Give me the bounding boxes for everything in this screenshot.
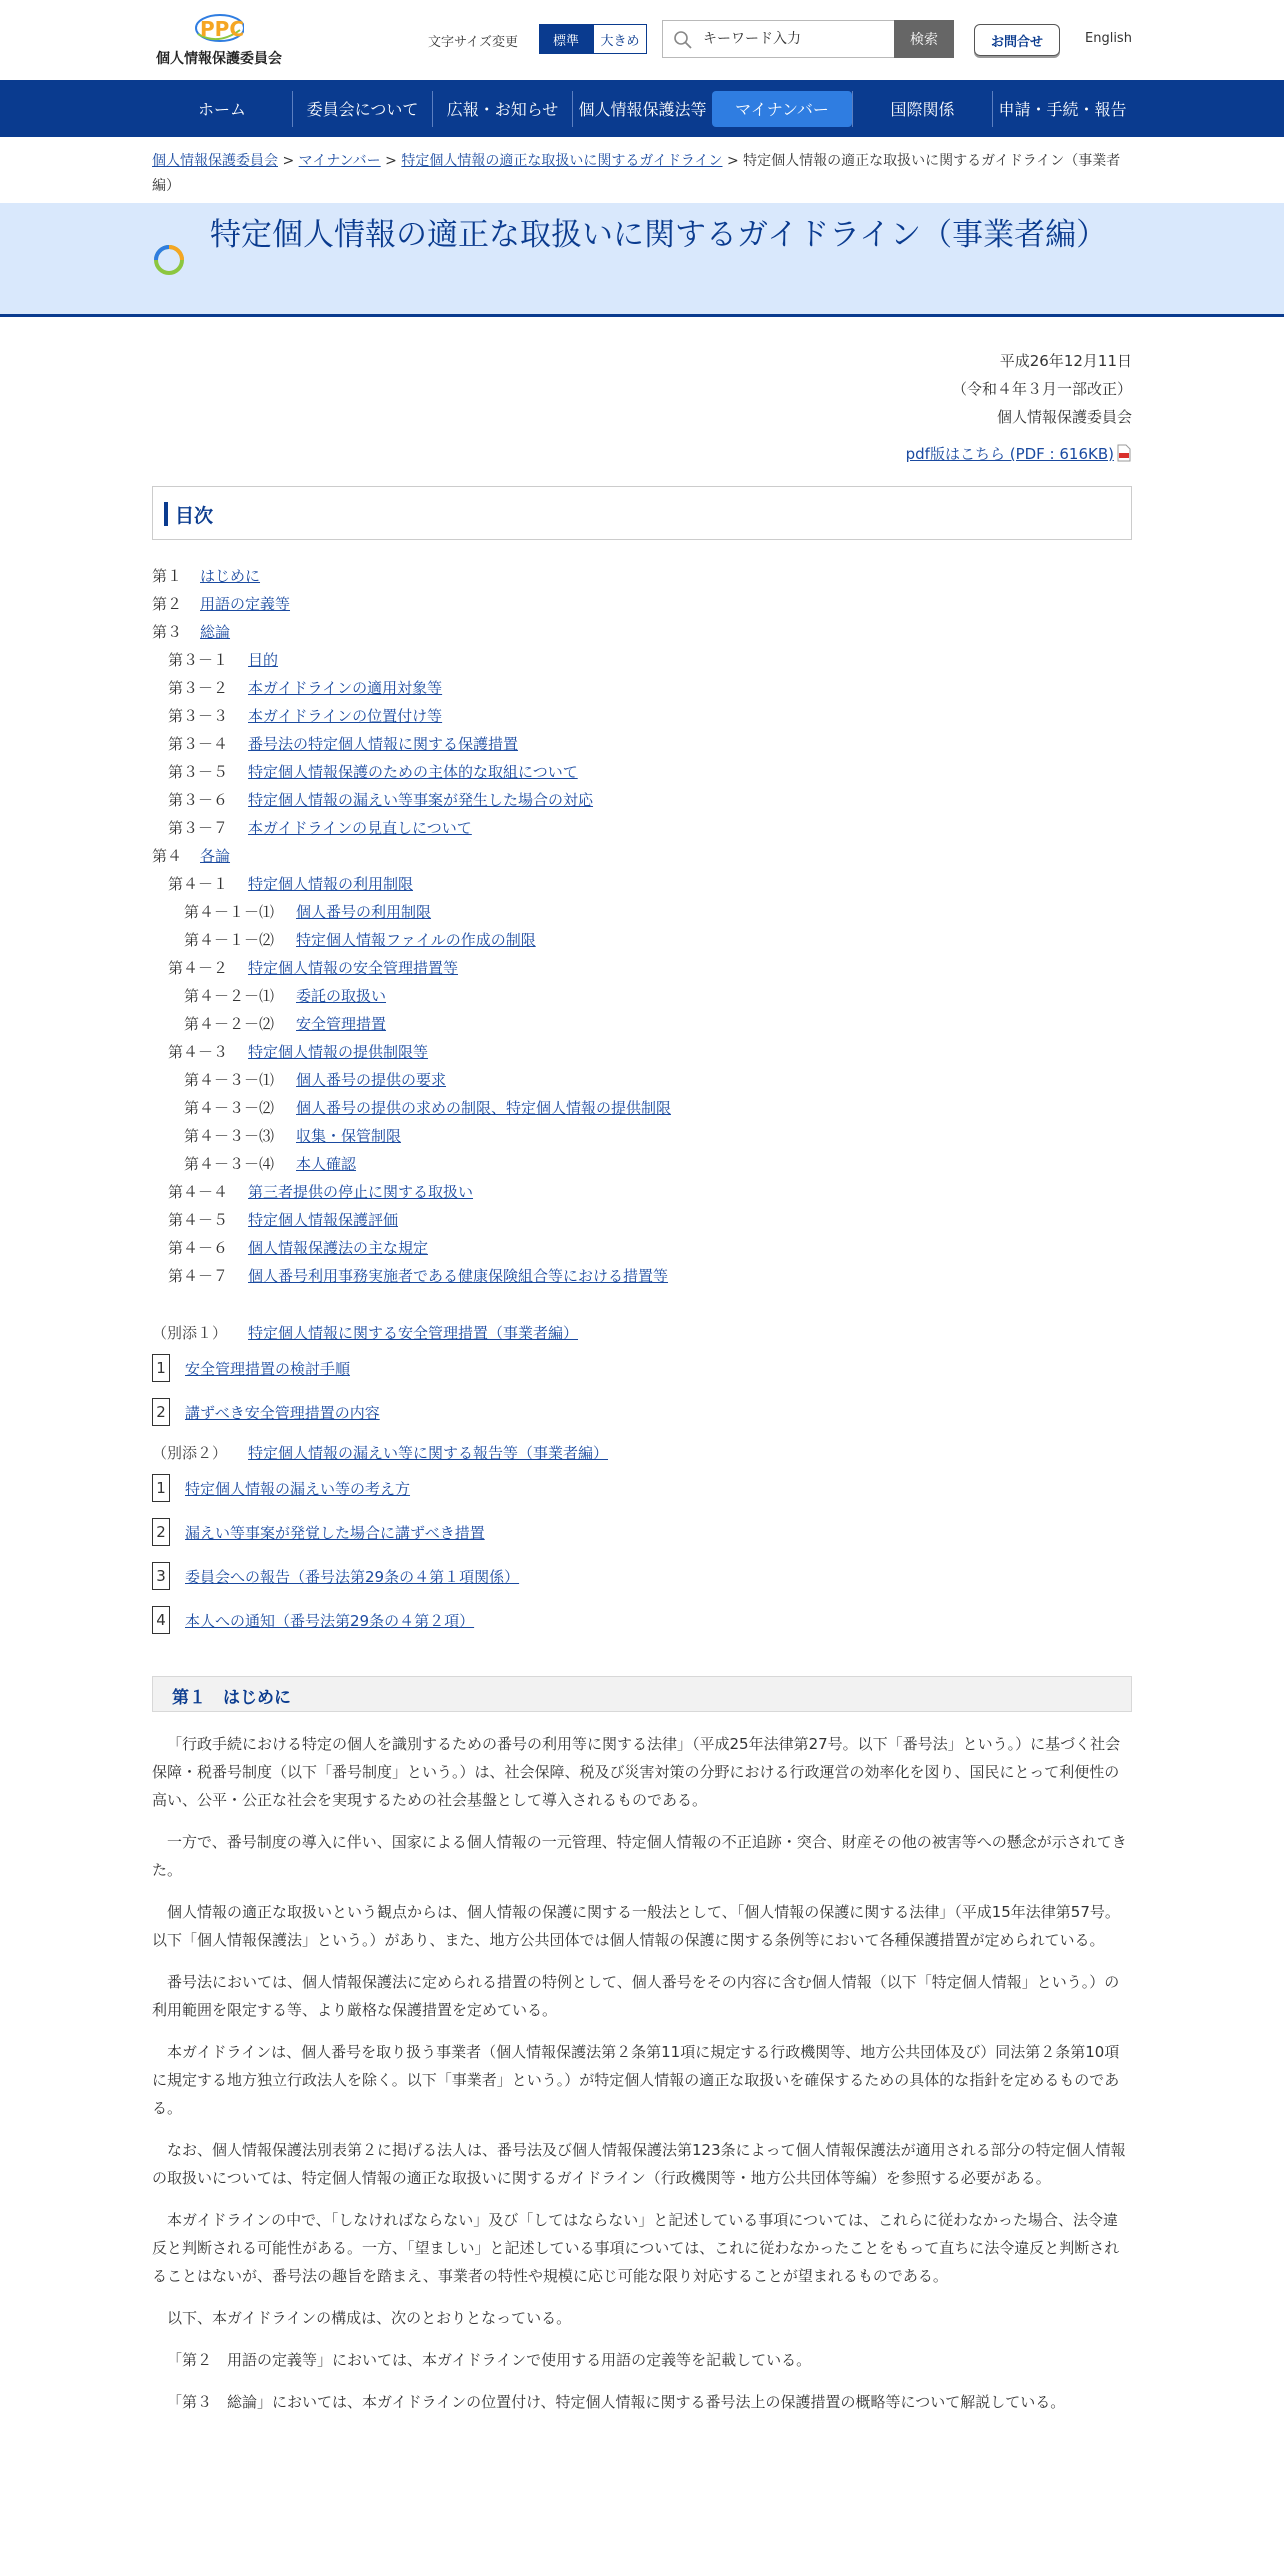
nav-item[interactable]: 国際関係 [852,91,992,127]
document-issuer: 個人情報保護委員会 [996,408,1132,426]
annex-heading [152,1440,1132,1466]
toc-item [152,842,1132,870]
pdf-download-link[interactable]: pdf版はこちら (PDF : 616KB) [905,445,1114,463]
nav-item[interactable]: 広報・お知らせ [432,91,572,127]
pdf-file-icon [1116,444,1132,462]
breadcrumb-link[interactable]: 個人情報保護委員会 [152,153,278,169]
section-paragraph: 「第２ 用語の定義等」においては、本ガイドラインで使用する用語の定義等を記載している。 [167,2351,812,2369]
annex-item-link[interactable]: 委員会への報告（番号法第29条の４第１項関係） [185,1567,520,1586]
global-nav [0,80,1284,137]
toc-item-number: 第４－２－⑵ [184,1015,275,1033]
toc-item-number: 第４－２ [168,959,229,977]
toc-item [152,702,1132,730]
toc-item-number: 第４－１－⑵ [184,931,275,949]
toc-item-number: 第４－３－⑴ [184,1071,275,1089]
english-link[interactable]: English [1085,31,1132,46]
document-revision: （令和４年３月一部改正） [951,380,1132,398]
toc-item-link[interactable]: 特定個人情報保護のための主体的な取組について [248,763,578,781]
breadcrumb-separator: > [385,153,397,169]
toc-item [152,1234,1132,1262]
toc-item [152,814,1132,842]
annex-item-number: 1 [152,1354,170,1382]
toc-item-number: 第１ [152,567,183,585]
annex-item [152,1346,1132,1390]
annex-item-link[interactable]: 漏えい等事案が発覚した場合に講ずべき措置 [185,1523,485,1542]
toc-item-number: 第３－１ [168,651,229,669]
annex-tag: （別添２） [152,1444,228,1462]
toc-item-link[interactable]: 本人確認 [296,1155,357,1173]
site-logo[interactable] [152,12,292,68]
nav-item[interactable]: マイナンバー [712,91,852,127]
nav-item[interactable]: 個人情報保護法等 [572,91,712,127]
font-size-large-button[interactable]: 大きめ [593,24,647,54]
toc-item-number: 第４－４ [168,1183,229,1201]
toc-item-link[interactable]: 安全管理措置 [296,1015,387,1033]
toc-item [152,982,1132,1010]
toc-item-link[interactable]: 本ガイドラインの見直しについて [248,819,472,837]
annex-item-number: 2 [152,1518,170,1546]
search-icon [673,30,693,50]
nav-item[interactable]: 委員会について [292,91,432,127]
annex-title-link[interactable]: 特定個人情報に関する安全管理措置（事業者編） [248,1324,579,1342]
toc-item [152,1178,1132,1206]
toc-item [152,730,1132,758]
toc-item-link[interactable]: 個人情報保護法の主な規定 [248,1239,429,1257]
toc-item-link[interactable]: 個人番号の利用制限 [296,903,432,921]
toc-item-number: 第３ [152,623,183,641]
toc-item-number: 第３－２ [168,679,229,697]
toc-item-link[interactable]: 個人番号利用事務実施者である健康保険組合等における措置等 [248,1267,669,1285]
document-meta [152,317,1132,431]
breadcrumb-current: 特定個人情報の適正な取扱いに関するガイドライン（事業者編） [152,153,1121,194]
section-body [152,1730,1132,2416]
toc-item-number: 第３－５ [168,763,229,781]
annex-item [152,1390,1132,1434]
toc-item-link[interactable]: 収集・保管制限 [296,1127,402,1145]
toc-item-number: 第４－３ [168,1043,229,1061]
toc-item [152,870,1132,898]
toc-item-link[interactable]: 用語の定義等 [200,595,291,613]
toc-item-number: 第４ [152,847,183,865]
toc-item [152,674,1132,702]
toc-item [152,646,1132,674]
section-paragraph: 本ガイドラインは、個人番号を取り扱う事業者（個人情報保護法第２条第11項に規定する行政機関等、地方公共団体及び）同法第２条第10項に規定する地方独立行政法人を除く。以下「事業者」という。）が特定個人情報の適正な取扱いを確保するための具体的な指針を定めるものである。 [152,2043,1120,2117]
annex-item [152,1466,1132,1510]
toc-item [152,1150,1132,1178]
breadcrumb [152,137,1132,203]
section-paragraph: なお、個人情報保護法別表第２に掲げる法人は、番号法及び個人情報保護法第123条によって個人情報保護法が適用される部分の特定個人情報の取扱いについては、特定個人情報の適正な取扱いに関するガイドライン（行政機関等・地方公共団体等編）を参照する必要がある。 [152,2141,1126,2187]
breadcrumb-link[interactable]: 特定個人情報の適正な取扱いに関するガイドライン [401,153,723,169]
toc-item-link[interactable]: はじめに [200,567,261,585]
toc-item-link[interactable]: 個人番号の提供の求めの制限、特定個人情報の提供制限 [296,1099,672,1117]
toc-item [152,618,1132,646]
toc-item-link[interactable]: 特定個人情報の提供制限等 [248,1043,429,1061]
toc-heading-box [152,486,1132,540]
annex-item-number: 1 [152,1474,170,1502]
section-paragraph: 番号法においては、個人情報保護法に定められる措置の特例として、個人番号をその内容に含む個人情報（以下「特定個人情報」という。）の利用範囲を限定する等、より厳格な保護措置を定めている。 [152,1973,1120,2019]
toc-item [152,1066,1132,1094]
toc-item [152,1094,1132,1122]
toc-item-link[interactable]: 特定個人情報の安全管理措置等 [248,959,459,977]
toc-item-number: 第４－５ [168,1211,229,1229]
toc-item-number: 第４－６ [168,1239,229,1257]
annex-heading [152,1320,1132,1346]
section-paragraph: 「行政手続における特定の個人を識別するための番号の利用等に関する法律」（平成25年法律第27号。以下「番号法」という。）に基づく社会保障・税番号制度（以下「番号制度」という。）は、社会保障、税及び災害対策の分野における行政運営の効率化を図り、国民にとって利便性の高い、公平・公正な社会を実現するための社会基盤として導入されるものである。 [152,1735,1121,1809]
section-heading [152,1676,1132,1712]
toc-item-link[interactable]: 目的 [248,651,279,669]
logo-text: 個人情報保護委員会 [156,51,282,67]
toc-item-link[interactable]: 特定個人情報保護評価 [248,1211,399,1229]
toc-title: 目次 [175,505,214,527]
annex-item-link[interactable]: 安全管理措置の検討手順 [185,1359,351,1378]
toc-item-link[interactable]: 特定個人情報の利用制限 [248,875,414,893]
annex-item-link[interactable]: 本人への通知（番号法第29条の４第２項） [185,1611,475,1630]
section-paragraph: 本ガイドラインの中で、「しなければならない」及び「してはならない」と記述している事項については、これらに従わなかった場合、法令違反と判断される可能性がある。一方、「望ましい」と記述している事項については、これに従わなかったことをもって直ちに法令違反と判断されることはないが、番号法の趣旨を踏まえ、事業者の特性や規模に応じ可能な限り対応することが望まれるものである。 [152,2211,1120,2285]
toc-item-link[interactable]: 本ガイドラインの適用対象等 [248,679,443,697]
annex-item-link[interactable]: 特定個人情報の漏えい等の考え方 [185,1479,411,1498]
toc-list [152,562,1132,1290]
section-paragraph: 個人情報の適正な取扱いという観点からは、個人情報の保護に関する一般法として、「個人情報の保護に関する法律」（平成15年法律第57号。以下「個人情報保護法」という。）があり、また、地方公共団体では個人情報の保護に関する条例等において各種保護措置が定められている。 [152,1903,1120,1949]
page-title: 特定個人情報の適正な取扱いに関するガイドライン（事業者編） [210,217,1108,253]
breadcrumb-separator: > [726,153,739,169]
toc-item-number: 第４－１－⑴ [184,903,275,921]
toc-item [152,1010,1132,1038]
toc-item [152,1122,1132,1150]
toc-item-number: 第３－７ [168,819,229,837]
toc-item [152,590,1132,618]
logo-mark-text: PPC [200,17,244,41]
font-size-standard-button[interactable]: 標準 [539,24,593,54]
site-header [0,0,1284,80]
toc-item-number: 第４－２－⑴ [184,987,275,1005]
toc-heading-bar [164,502,168,526]
search-box [662,20,894,58]
annex-item-link[interactable]: 講ずべき安全管理措置の内容 [185,1403,380,1422]
toc-item-number: 第３－６ [168,791,229,809]
annex-item-number: 2 [152,1398,170,1426]
toc-item [152,758,1132,786]
search-input[interactable] [703,21,883,57]
toc-item-link[interactable]: 第三者提供の停止に関する取扱い [248,1183,474,1201]
toc-item-link[interactable]: 本ガイドラインの位置付け等 [248,707,443,725]
annex-item-number: 3 [152,1562,170,1590]
toc-item [152,926,1132,954]
toc-item-number: 第４－１ [168,875,229,893]
toc-item-link[interactable]: 個人番号の提供の要求 [296,1071,447,1089]
section-paragraph: 以下、本ガイドラインの構成は、次のとおりとなっている。 [167,2309,572,2327]
toc-item [152,954,1132,982]
toc-item-link[interactable]: 総論 [200,623,231,641]
toc-item-link[interactable]: 番号法の特定個人情報に関する保護措置 [248,735,519,753]
annex-item [152,1510,1132,1554]
toc-item-number: 第４－３－⑷ [184,1155,275,1173]
toc-item [152,786,1132,814]
font-size-label: 文字サイズ変更 [428,35,518,50]
toc-item-number: 第４－３－⑵ [184,1099,275,1117]
annex-item-number: 4 [152,1606,170,1634]
title-ring-icon [152,243,186,277]
nav-item[interactable]: 申請・手続・報告 [992,91,1132,127]
breadcrumb-link[interactable]: マイナンバー [298,153,381,169]
section-paragraph: 一方で、番号制度の導入に伴い、国家による個人情報の一元管理、特定個人情報の不正追跡・突合、財産その他の被害等への懸念が示されてきた。 [152,1833,1127,1879]
nav-item[interactable]: ホーム [197,100,246,119]
section-paragraph: 「第３ 総論」においては、本ガイドラインの位置付け、特定個人情報に関する番号法上の保護措置の概略等について解説している。 [167,2393,1066,2411]
document-date: 平成26年12月11日 [999,352,1132,370]
search-button[interactable]: 検索 [894,20,954,58]
page-title-band [0,203,1284,317]
toc-item-number: 第４－７ [168,1267,229,1285]
annex-tag: （別添１） [152,1324,228,1342]
toc-item [152,1038,1132,1066]
toc-item-number: 第４－３－⑶ [184,1127,275,1145]
toc-item-link[interactable]: 委託の取扱い [296,987,387,1005]
toc-item [152,562,1132,590]
breadcrumb-separator: > [282,153,295,169]
ppc-logo-icon [190,12,244,46]
annex-item [152,1554,1132,1598]
toc-item-number: 第３－３ [168,707,229,725]
toc-item-link[interactable]: 各論 [200,847,231,865]
toc-item-number: 第２ [152,595,183,613]
annex-item [152,1598,1132,1642]
toc-item-link[interactable]: 特定個人情報の漏えい等事案が発生した場合の対応 [248,791,594,809]
annex-title-link[interactable]: 特定個人情報の漏えい等に関する報告等（事業者編） [248,1444,609,1462]
toc-item-link[interactable]: 特定個人情報ファイルの作成の制限 [296,931,536,949]
toc-item [152,898,1132,926]
contact-button[interactable]: お問合せ [974,24,1060,56]
section-heading-text: 第１ はじめに [172,1688,291,1708]
toc-item [152,1262,1132,1290]
annex-list [152,1320,1132,1642]
toc-item [152,1206,1132,1234]
toc-item-number: 第３－４ [168,735,229,753]
